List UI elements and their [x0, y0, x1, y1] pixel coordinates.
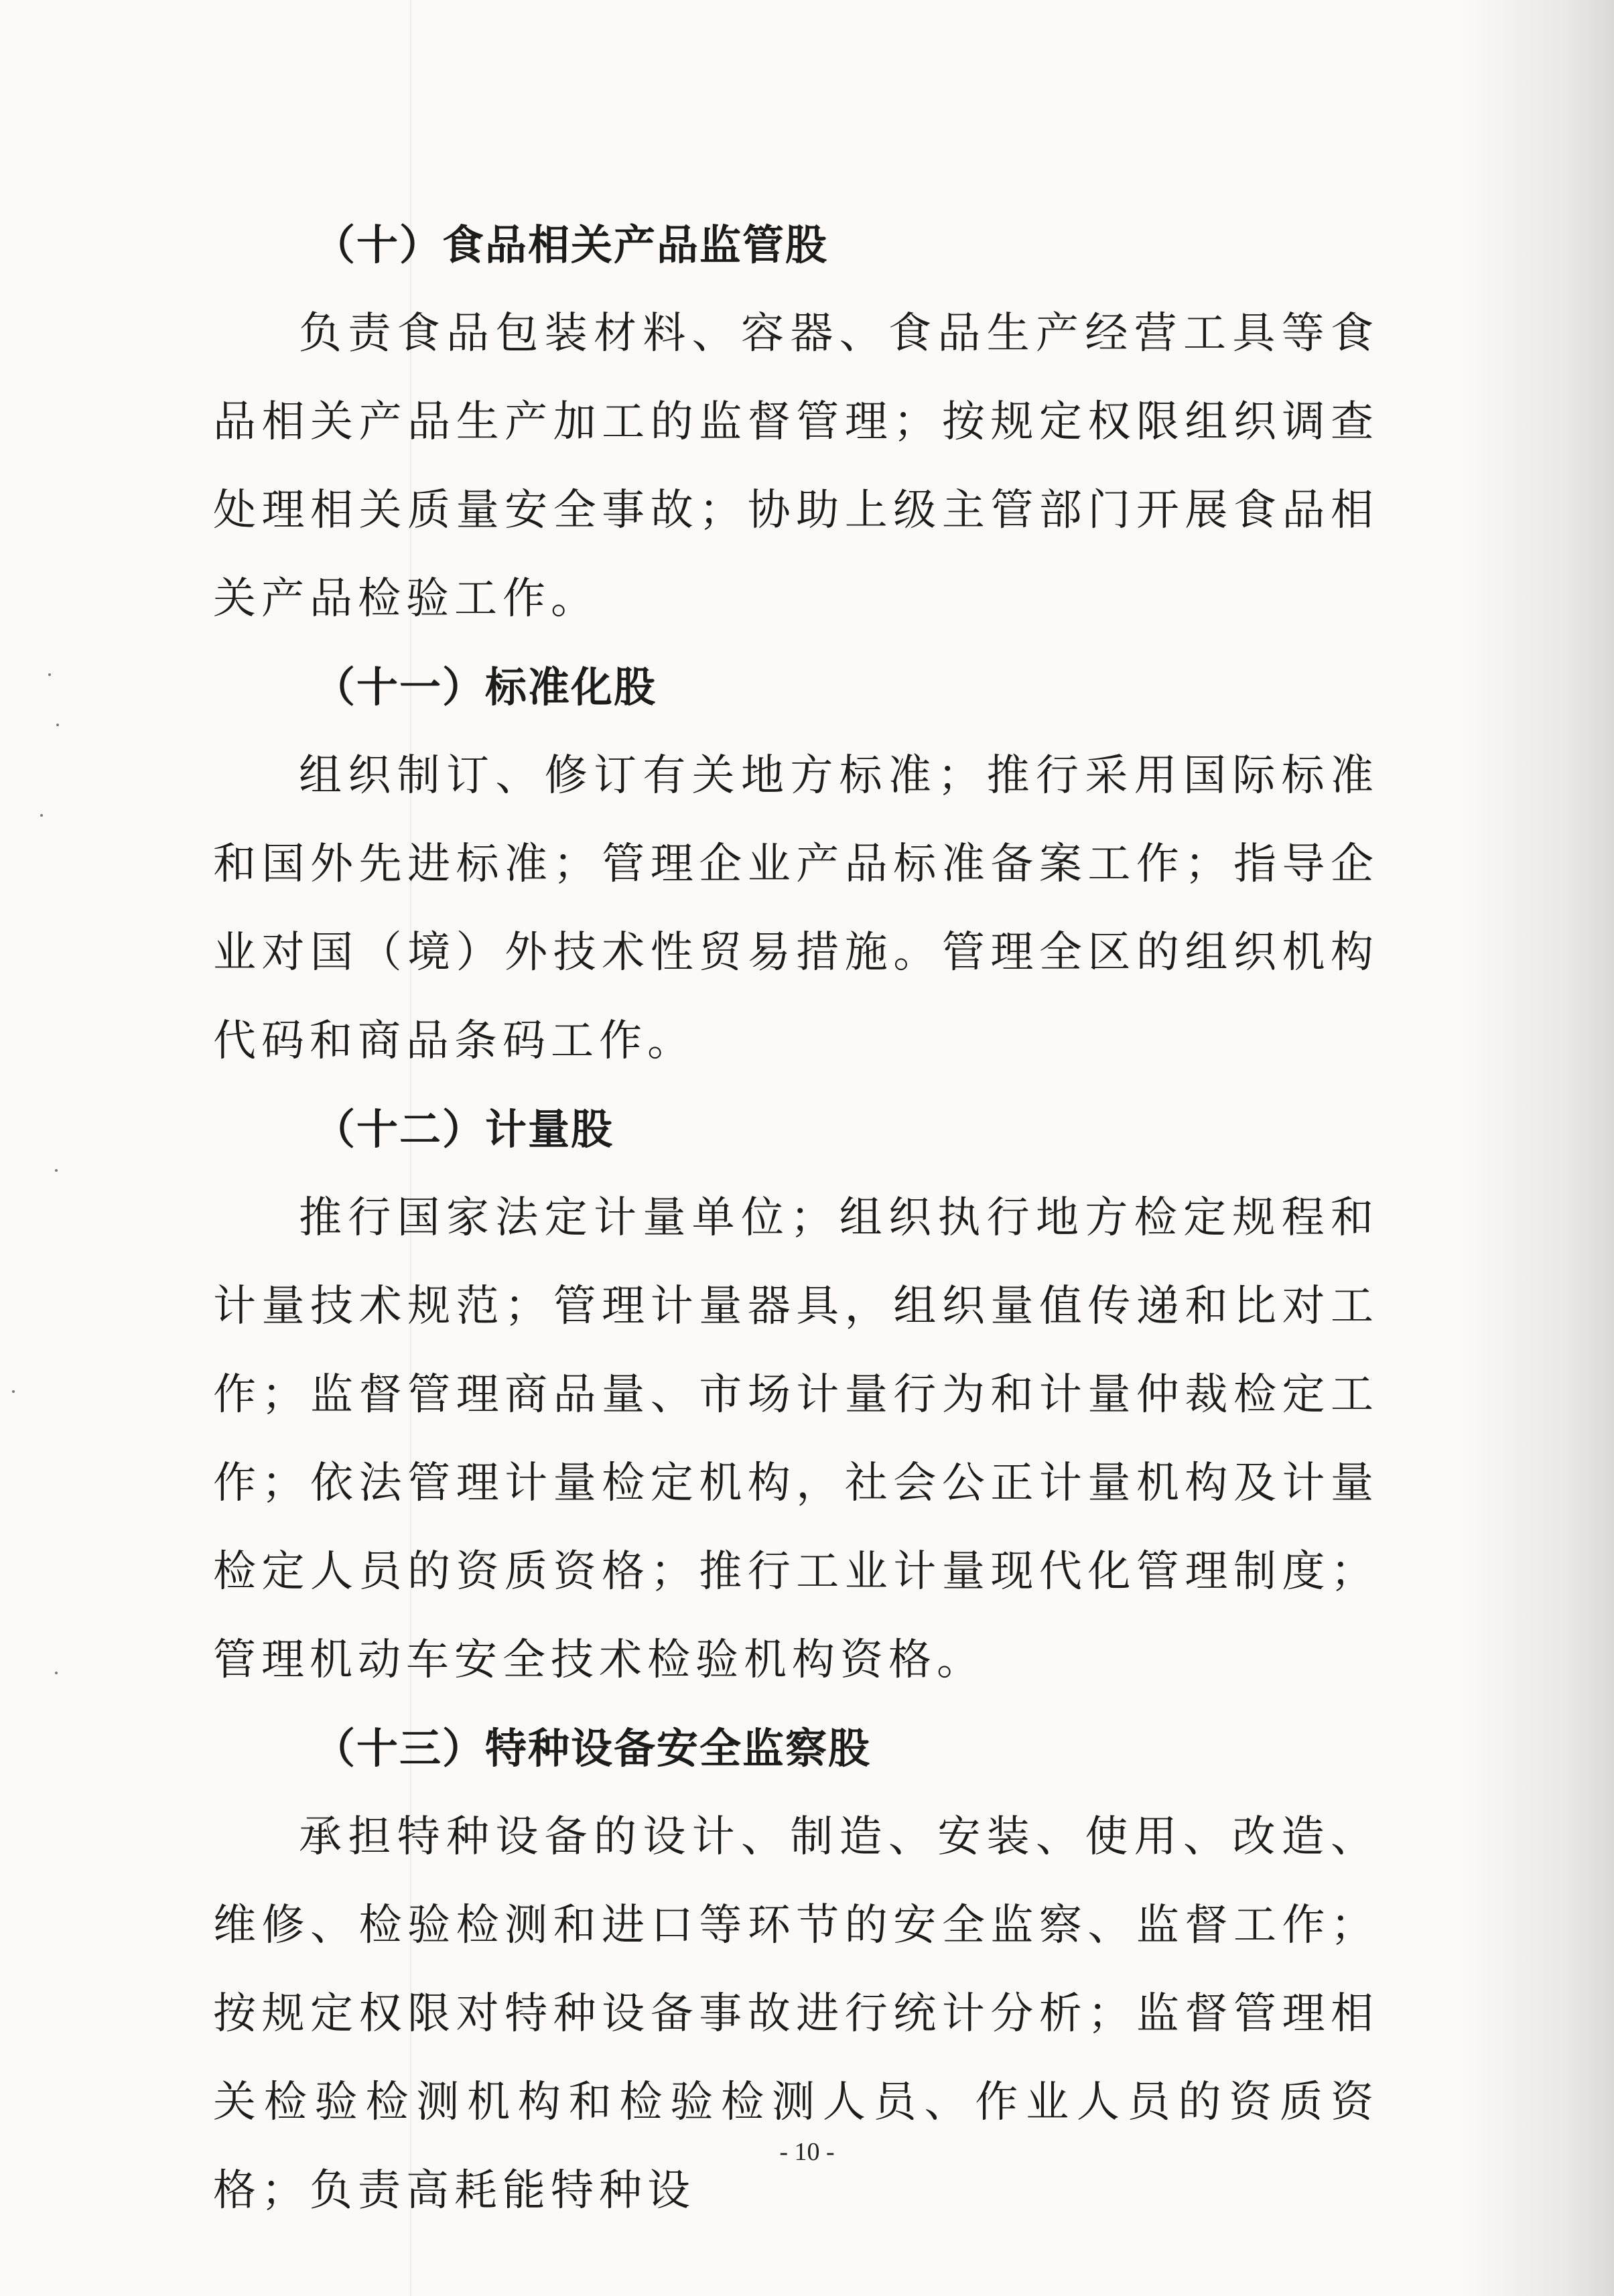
section-heading: （十一）标准化股	[314, 663, 657, 712]
section-food-related-products	[213, 201, 1379, 643]
section-metrology	[213, 1085, 1379, 1704]
page-number: - 10 -	[779, 2138, 835, 2166]
scan-speck	[56, 724, 59, 726]
scan-speck	[55, 1169, 58, 1172]
section-paragraph: 推行国家法定计量单位；组织执行地方检定规程和计量技术规范；管理计量器具，组织量值传递和比对工作；监督管理商品量、市场计量行为和计量仲裁检定工作；依法管理计量检定机构，社会公正计量机构及计量检定人员的资质资格；推行工业计量现代化管理制度；管理机动车安全技术检验机构资格。	[213, 1193, 1379, 1685]
scan-speck	[40, 814, 43, 817]
section-heading: （十三）特种设备安全监察股	[314, 1724, 872, 1773]
section-paragraph: 承担特种设备的设计、制造、安装、使用、改造、维修、检验检测和进口等环节的安全监察、监督工作；按规定权限对特种设备事故进行统计分析；监督管理相关检验检测机构和检验检测人员、作业人员的资质资格；负责高耗能特种设	[213, 1812, 1379, 2216]
section-paragraph: 组织制订、修订有关地方标准；推行采用国际标准和国外先进标准；管理企业产品标准备案工作；指导企业对国（境）外技术性贸易措施。管理全区的组织机构代码和商品条码工作。	[213, 751, 1379, 1066]
scan-speck	[12, 1390, 15, 1393]
document-body	[213, 201, 1379, 2235]
section-heading: （十）食品相关产品监管股	[314, 220, 829, 269]
scan-speck	[55, 1672, 58, 1674]
scan-speck	[48, 673, 51, 676]
section-standardization	[213, 643, 1379, 1085]
section-heading: （十二）计量股	[314, 1105, 614, 1154]
scan-shadow	[1460, 0, 1614, 2296]
section-paragraph: 负责食品包装材料、容器、食品生产经营工具等食品相关产品生产加工的监督管理；按规定权限组织调查处理相关质量安全事故；协助上级主管部门开展食品相关产品检验工作。	[213, 309, 1379, 624]
